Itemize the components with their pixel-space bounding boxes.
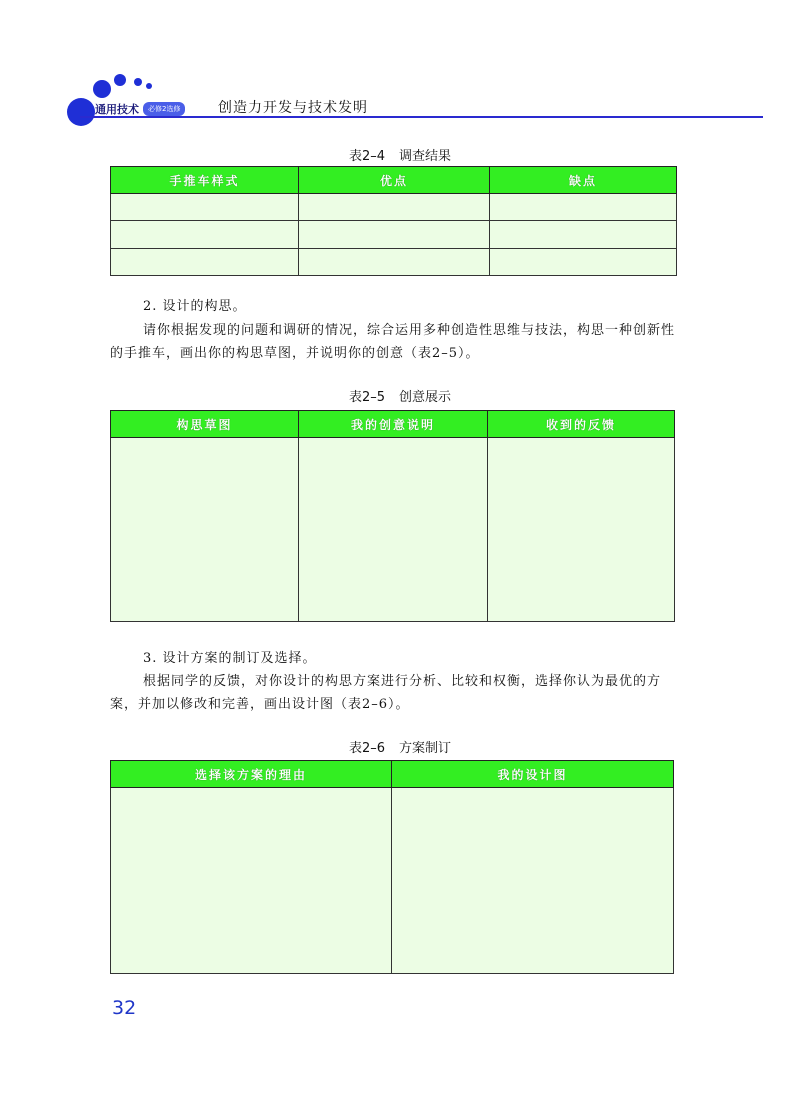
table-header-cell: 缺点 (490, 167, 677, 194)
series-brand (95, 102, 185, 116)
table-row (111, 249, 677, 276)
header-dot-large (67, 98, 95, 126)
header-dot-small (114, 74, 126, 86)
table-header-row (111, 761, 674, 788)
table-cell[interactable] (490, 221, 677, 249)
header-dot-mini (146, 83, 152, 89)
table-row (111, 221, 677, 249)
sketch-cell[interactable] (111, 438, 299, 622)
table-header-row (111, 167, 677, 194)
table-header-cell: 我的创意说明 (299, 411, 488, 438)
table-header-row (111, 411, 675, 438)
table-row (111, 788, 674, 974)
table-2-4 (110, 166, 677, 276)
design-drawing-cell[interactable] (392, 788, 674, 974)
reason-cell[interactable] (111, 788, 392, 974)
section-3-heading: 3. 设计方案的制订及选择。 (143, 651, 317, 666)
header-dot-medium (93, 80, 111, 98)
table-cell[interactable] (490, 194, 677, 221)
header-rule (80, 116, 763, 118)
table-cell[interactable] (111, 194, 299, 221)
feedback-cell[interactable] (488, 438, 675, 622)
series-tag: 必修2选修 (143, 102, 185, 116)
table-header-cell: 手推车样式 (111, 167, 299, 194)
table-header-cell: 优点 (299, 167, 490, 194)
chapter-title: 创造力开发与技术发明 (218, 100, 368, 116)
section-3-body: 根据同学的反馈，对你设计的构思方案进行分析、比较和权衡，选择你认为最优的方案，并加以修改和完善，画出设计图（表2–6）。 (110, 674, 662, 712)
table-row (111, 194, 677, 221)
table-cell[interactable] (299, 221, 490, 249)
series-name: 通用技术 (95, 103, 139, 116)
table-header-cell: 选择该方案的理由 (111, 761, 392, 788)
idea-description-cell[interactable] (299, 438, 488, 622)
table-row (111, 438, 675, 622)
table-2-6-caption: 表2–6 方案制订 (348, 741, 452, 756)
table-2-5 (110, 410, 675, 622)
table-header-cell: 收到的反馈 (488, 411, 675, 438)
table-cell[interactable] (299, 194, 490, 221)
table-header-cell: 构思草图 (111, 411, 299, 438)
section-2-body: 请你根据发现的问题和调研的情况，综合运用多种创造性思维与技法，构思一种创新性的手推车，画出你的构思草图，并说明你的创意（表2–5）。 (110, 323, 676, 361)
table-2-4-caption: 表2–4 调查结果 (348, 149, 452, 164)
table-cell[interactable] (299, 249, 490, 276)
section-2-heading: 2. 设计的构思。 (143, 299, 247, 314)
table-2-6 (110, 760, 674, 974)
table-header-cell: 我的设计图 (392, 761, 674, 788)
table-cell[interactable] (111, 221, 299, 249)
table-2-5-caption: 表2–5 创意展示 (348, 390, 452, 405)
page-number: 32 (112, 997, 137, 1019)
table-cell[interactable] (111, 249, 299, 276)
header-dot-tiny (134, 78, 142, 86)
table-cell[interactable] (490, 249, 677, 276)
